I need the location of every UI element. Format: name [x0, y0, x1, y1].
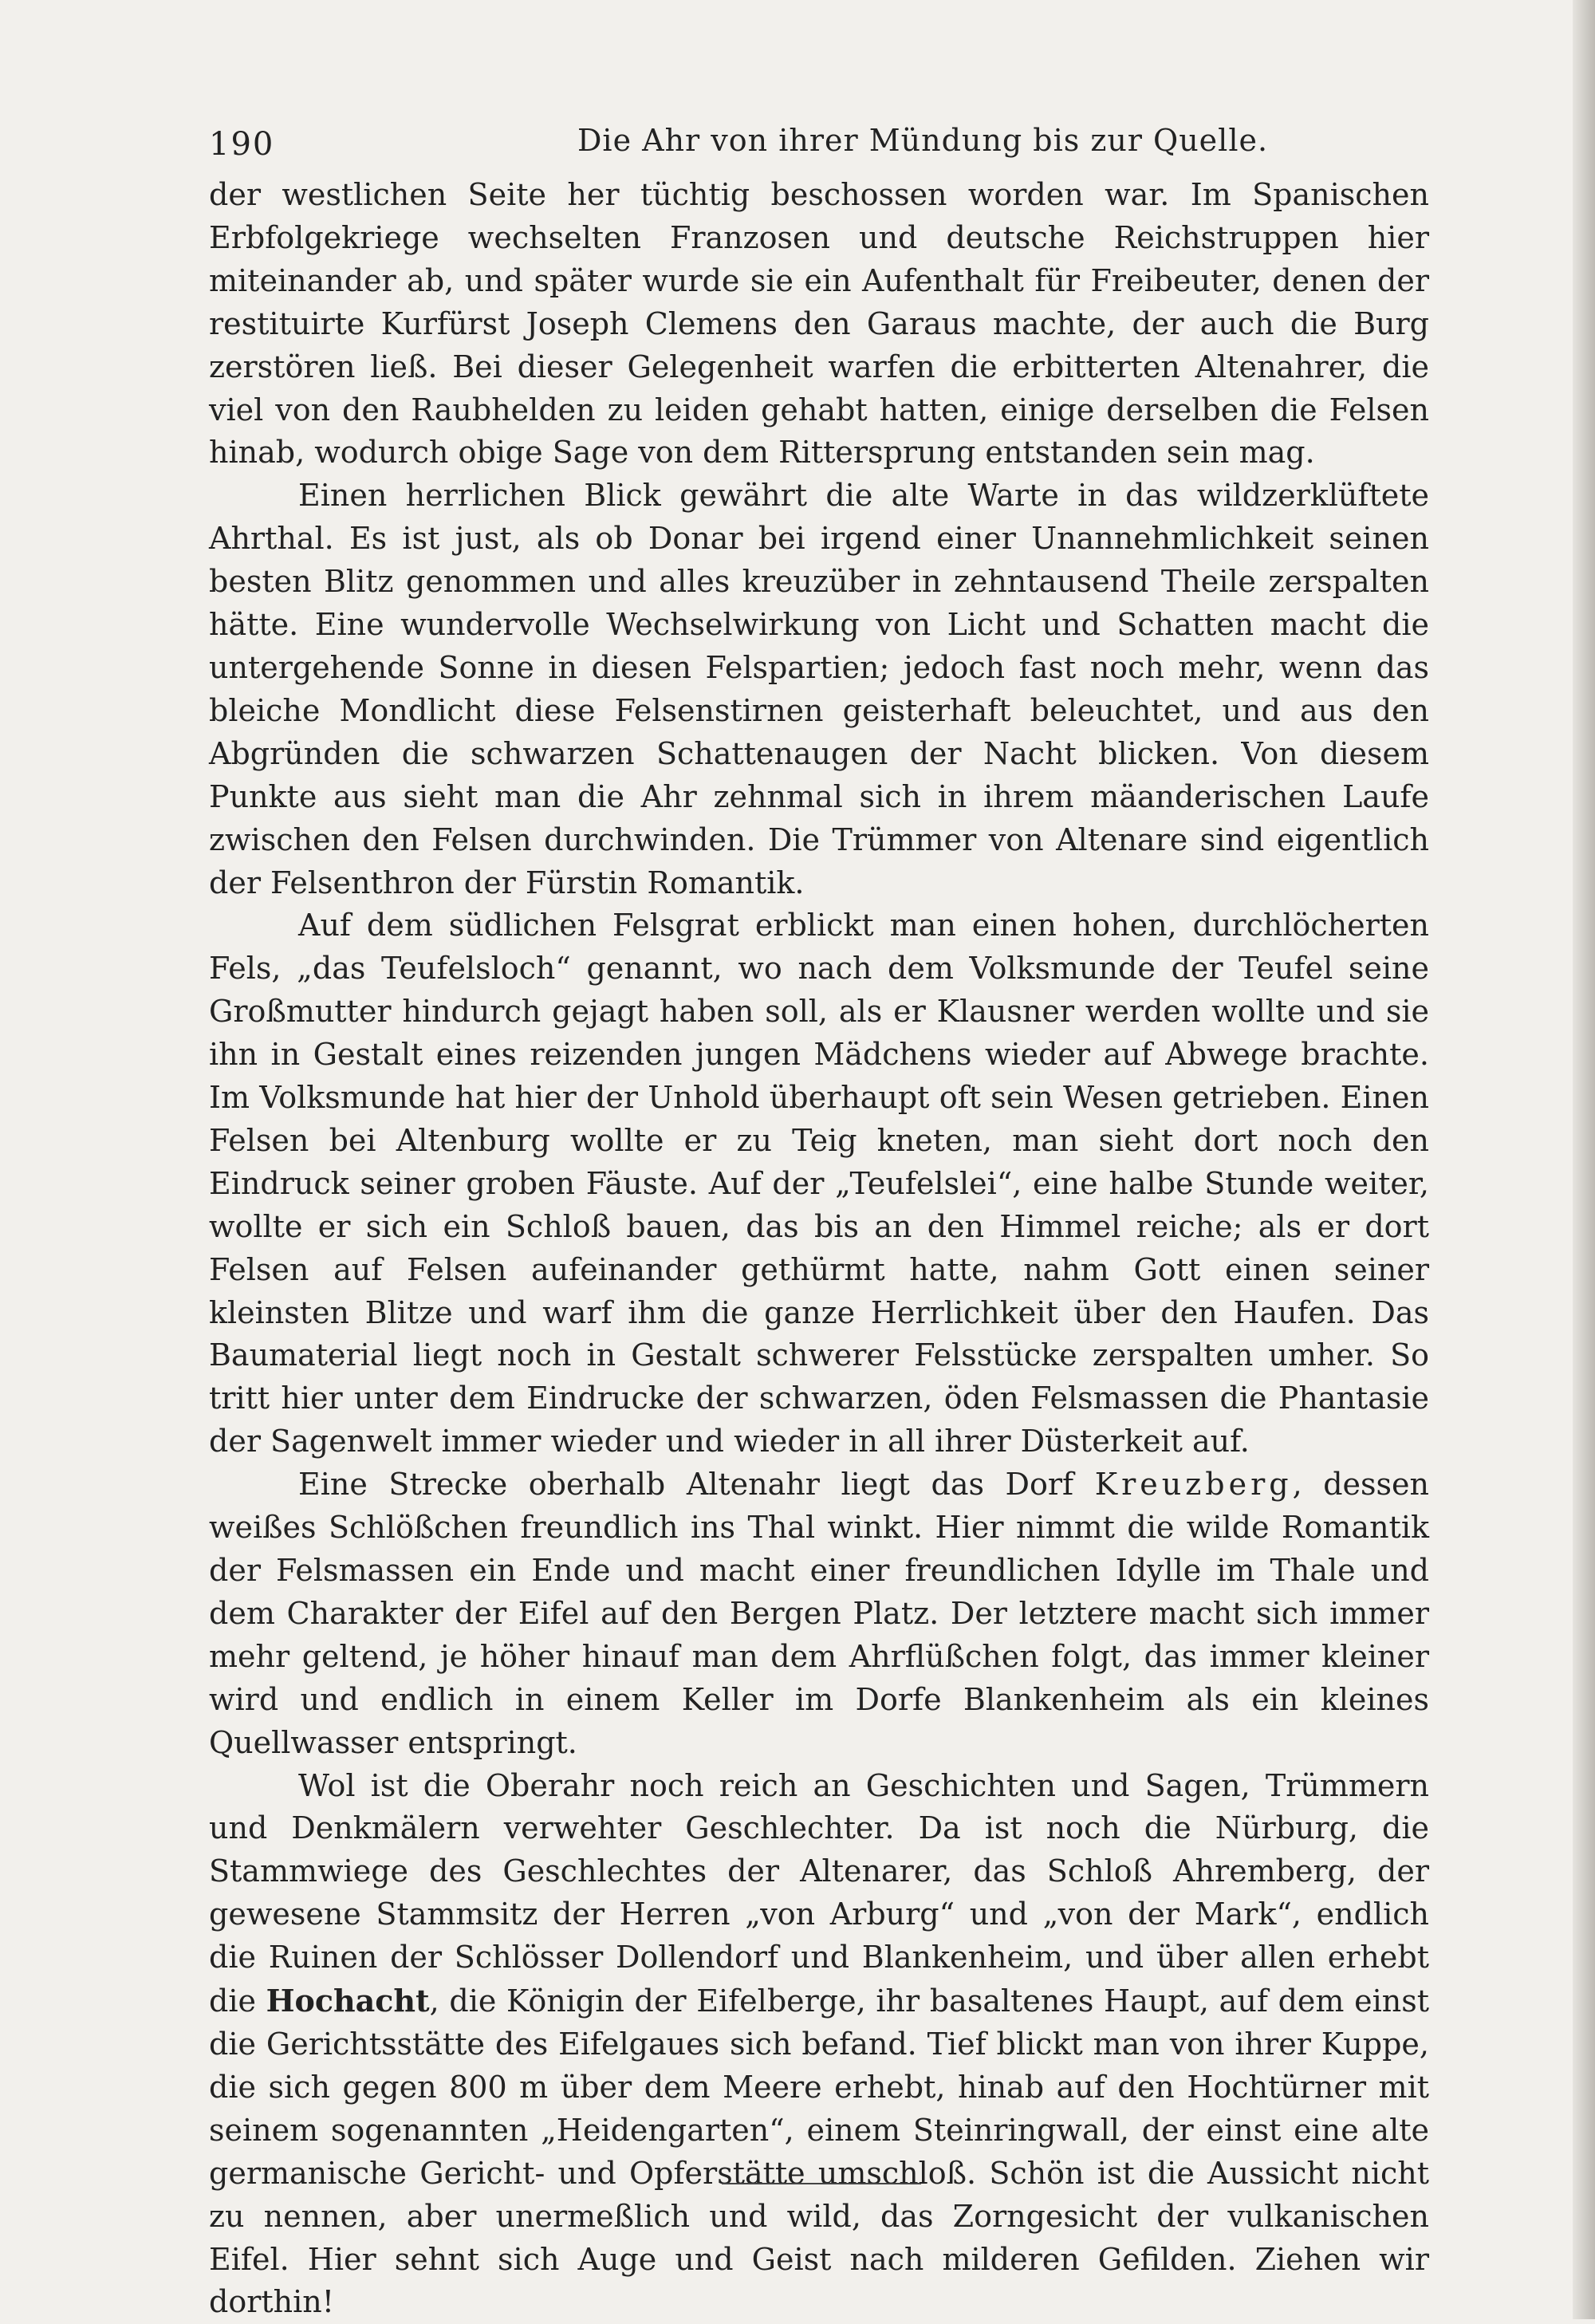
paragraph-1: der westlichen Seite her tüchtig beschossen worden war. Im Spanischen Erbfolgekriege wechselten Franzosen und deutsche Reichstruppen hier miteinander ab, und später wurde sie ein Aufenthalt für Freibeuter, denen der restituirte Kurfürst Joseph Clemens den Garaus machte, der auch die Burg zerstören ließ. Bei dieser Gelegenheit warfen die erbitterten Altenahrer, die viel von den Raubhelden zu leiden gehabt hatten, einige derselben die Felsen hinab, wodurch obige Sage von dem Rittersprung entstanden sein mag. [209, 177, 1429, 471]
section-end-rule [722, 2183, 921, 2184]
place-name-hochacht: Hochacht [266, 1983, 430, 2019]
running-title: Die Ahr von ihrer Mündung bis zur Quelle. [577, 123, 1269, 158]
running-header [209, 120, 1429, 167]
place-name-kreuzberg: Kreuzberg [1094, 1467, 1293, 1503]
paragraph-4 [209, 1463, 1429, 1764]
paragraph-2: Einen herrlichen Blick gewährt die alte Warte in das wildzerklüftete Ahrthal. Es ist just, als ob Donar bei irgend einer Unannehmlichkeit seinen besten Blitz genommen und alles kreuzüber in zehntausend Theile zerspalten hätte. Eine wundervolle Wechselwirkung von Licht und Schatten macht die untergehende Sonne in diesen Felspartien; jedoch fast noch mehr, wenn das bleiche Mondlicht diese Felsenstirnen geisterhaft beleuchtet, und aus den Abgründen die schwarzen Schattenaugen der Nacht blicken. Von diesem Punkte aus sieht man die Ahr zehnmal sich in ihrem mäanderischen Laufe zwischen den Felsen durchwinden. Die Trümmer von Altenare sind eigentlich der Felsenthron der Fürstin Romantik. [209, 478, 1429, 900]
page-edge [1573, 0, 1595, 2319]
paragraph-3: Auf dem südlichen Felsgrat erblickt man einen hohen, durchlöcherten Fels, „das Teufelsloch“ genannt, wo nach dem Volksmunde der Teufel seine Großmutter hindurch gejagt haben soll, als er Klausner werden wollte und sie ihn in Gestalt eines reizenden jungen Mädchens wieder auf Abwege brachte. Im Volksmunde hat hier der Unhold überhaupt oft sein Wesen getrieben. Einen Felsen bei Altenburg wollte er zu Teig kneten, man sieht dort noch den Eindruck seiner groben Fäuste. Auf der „Teufelslei“, eine halbe Stunde weiter, wollte er sich ein Schloß bauen, das bis an den Himmel reiche; als er dort Felsen auf Felsen aufeinander gethürmt hatte, nahm Gott einen seiner kleinsten Blitze und warf ihm die ganze Herrlichkeit über den Haufen. Das Baumaterial liegt noch in Gestalt schwerer Felsstücke zerspalten umher. So tritt hier unter dem Eindrucke der schwarzen, öden Felsmassen die Phantasie der Sagenwelt immer wieder und wieder in all ihrer Düsterkeit auf. [209, 908, 1429, 1459]
body-text [209, 174, 1429, 2324]
paragraph-5-text-end: , die Königin der Eifelberge, ihr basaltenes Haupt, auf dem einst die Gerichtsstätte des Eifelgaues sich befand. Tief blickt man von ihrer Kuppe, die sich gegen 800 m über dem Meere erhebt, hinab auf den Hochtürner mit seinem sogenannten „Heidengarten“, einem Steinringwall, der einst eine alte germanische Gericht- und Opferstätte umschloß. Schön ist die Aussicht nicht zu nennen, aber unermeßlich und wild, das Zorngesicht der vulkanischen Eifel. Hier sehnt sich Auge und Geist nach milderen Gefilden. Ziehen wir dorthin! [209, 1983, 1429, 2320]
page-number: 190 [209, 126, 275, 163]
paragraph-4-text-end: , dessen weißes Schlößchen freundlich ins Thal winkt. Hier nimmt die wilde Romantik der Felsmassen ein Ende und macht einer freundlichen Idylle im Thale und dem Charakter der Eifel auf den Bergen Platz. Der letztere macht sich immer mehr geltend, je höher hinauf man dem Ahrflüßchen folgt, das immer kleiner wird und endlich in einem Keller im Dorfe Blankenheim als ein kleines Quellwasser entspringt. [209, 1467, 1429, 1760]
paragraph-5-text-start: Wol ist die Oberahr noch reich an Geschichten und Sagen, Trümmern und Denkmälern verwehter Geschlechter. Da ist noch die Nürburg, die Stammwiege des Geschlechtes der Altenarer, das Schloß Ahremberg, der gewesene Stammsitz der Herren „von Arburg“ und „von der Mark“, endlich die Ruinen der Schlösser Dollendorf und Blankenheim, und über allen erhebt die [209, 1767, 1429, 2019]
paragraph-4-text-start: Eine Strecke oberhalb Altenahr liegt das Dorf [298, 1467, 1095, 1503]
paragraph-5 [209, 1765, 1429, 2324]
